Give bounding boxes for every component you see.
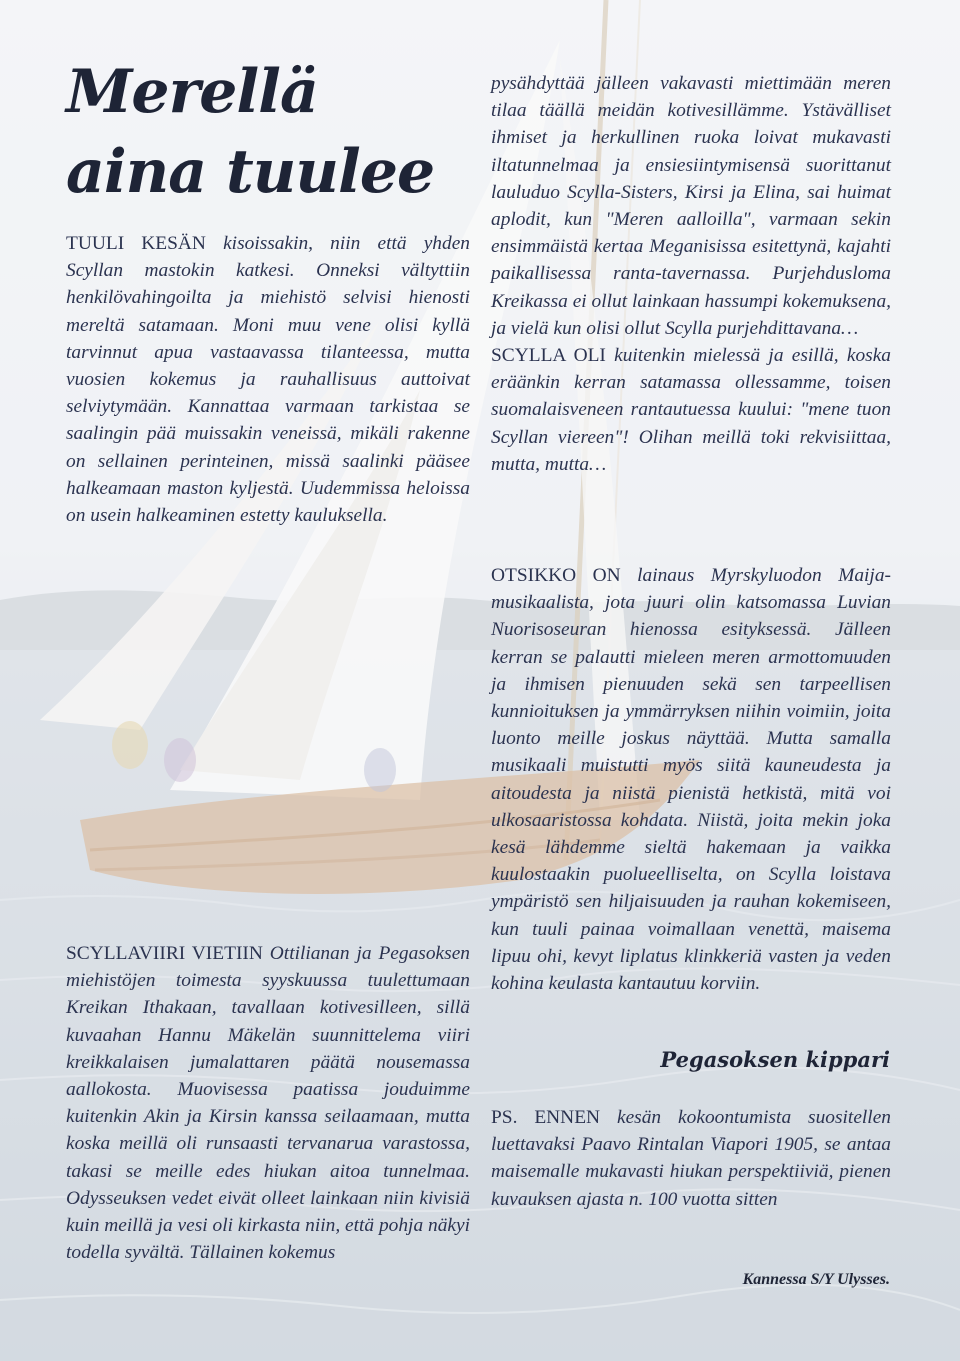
paragraph-text: Ottilianan ja Pegasoksen miehistöjen toimesta syyskuussa tuulettumaan Kreikan Ithakaan, tavallaan kotivesilleen, sillä kuvaahan Hannu Mäkelän suunnittelema viiri kreikkalaisen jumalattaren päätä nousemassa aallokosta. Muovisessa paatissa jouduimme kuitenkin Akin ja Kirsin kanssa seilaamaan, mutta koska meillä oli runsaasti tervanarua varastossa, takasi se meille edes hiukan aitoa tunnelmaa. Odysseuksen vedet eivät olleet lainkaan niin kivisiä kuin meillä ja vesi oli kirkasta niin, että pohja näkyi todella syvältä. Tällainen kokemus (66, 943, 470, 1264)
paragraph-text: kuitenkin mielessä ja esillä, koska eräänkin kerran satamassa ollessamme, toisen suomalaisveneen rantautuessa kuului: "mene tuon Scyllan viereen"! Olihan meillä toki rekvisiittaa, mutta, mutta… (491, 345, 891, 475)
paragraph-lead: SCYLLA OLI (491, 345, 606, 367)
left-paragraph-2 (66, 940, 470, 1266)
cover-caption: Kannessa S/Y Ulysses. (742, 1271, 890, 1288)
postscript-paragraph (491, 1104, 891, 1213)
title-line-1: Merellä (66, 57, 318, 127)
paragraph-text: lainaus Myrskyluodon Maija-musikaalista, jota juuri olin katsomassa Luvian Nuorisoseuran hienossa esityksessä. Jälleen kerran se palautti mieleen meren armottomuuden ja ihmisen pienuuden sekä sen tarpeellisen kunnioituksen ja ymmärryksen niihin voimiin, joita luonto meille joskus näyttää. Mutta samalla musikaali muistutti myös siitä kauneudesta ja aitoudesta ja niistä pienistä hetkistä, mitä voi ulkosaaristossa kohdata. Niistä, joita mekin joka kesä lähdemme sieltä hakemaan ja vaikka kuulostaakin puolueelliselta, on Scylla loistava ympäristö sen hiljaisuuden ja rauhan kokemiseen, kun tuuli painaa voimallaan venettä, maisema lipuu ohi, kevyt liplatus klinkkeriä vasten ja veden kohina keulasta kantautuu korviin. (491, 565, 891, 995)
right-paragraph-2 (491, 562, 891, 997)
paragraph-text: pysähdyttää jälleen vakavasti miettimään meren tilaa täällä meidän kotivesillämme. Ystävälliset ihmiset ja herkullinen ruoka loivat mukavasti iltatunnelmaa ja ensiesiintymisensä suorittanut lauluduo Scylla-Sisters, Kirsi ja Elina, sai huimat aplodit, kun "Meren aalloilla", varmaan sekin ensimmäistä kertaa Meganisissa esitettynä, kajahti paikallisessa ranta-tavernassa. Purjehdusloma Kreikassa ei ollut lainkaan hassumpi kokemuksena, ja vielä kun olisi ollut Scylla purjehdittavana… (491, 73, 891, 339)
author-signature: Pegasoksen kippari (660, 1047, 890, 1072)
title-line-2: aina tuulee (66, 137, 435, 207)
paragraph-lead: OTSIKKO ON (491, 565, 621, 586)
paragraph-lead: TUULI KESÄN (66, 233, 206, 254)
paragraph-lead: SCYLLAVIIRI VIETIIN (66, 943, 263, 964)
right-paragraph-1 (491, 70, 891, 478)
paragraph-text: kisoissakin, niin että yhden Scyllan mastokin katkesi. Onneksi vältyttiin henkilövahingoilta ja miehistö selvisi hienosti mereltä satamaan. Moni muu vene olisi kyllä tarvinnut apua vastaavassa tilanteessa, mutta vuosien kokemus ja rauhallisuus auttoivat selviytymään. Kannattaa varmaan tarkistaa se saalingin pää muissakin veneissä, mikäli rakenne on sellainen perinteinen, missä saalinki pääsee halkeamaan maston kyljestä. Uudemmissa heloissa on usein halkeaminen estetty kauluksella. (66, 233, 470, 527)
paragraph-text: kesän kokoontumista suositellen luettavaksi Paavo Rintalan Viapori 1905, se antaa maisemalle mukavasti hiukan perspektiiviä, pienen kuvauksen ajasta n. 100 vuotta sitten (491, 1107, 891, 1210)
left-paragraph-1 (66, 230, 470, 529)
paragraph-lead: PS. ENNEN (491, 1107, 601, 1128)
article-title (66, 52, 434, 212)
